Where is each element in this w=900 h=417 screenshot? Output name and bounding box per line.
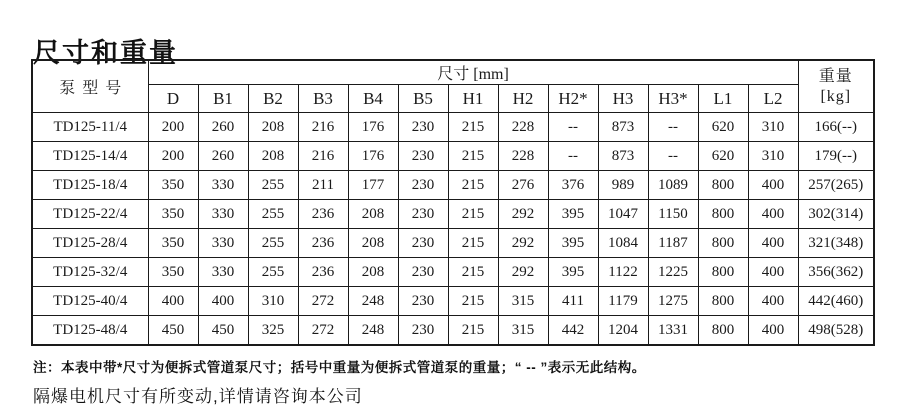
value-cell: 208 xyxy=(248,113,298,142)
weight-cell: 257(265) xyxy=(798,171,874,200)
value-cell: 620 xyxy=(698,113,748,142)
value-cell: 208 xyxy=(348,200,398,229)
value-cell: 216 xyxy=(298,142,348,171)
weight-cell: 179(--) xyxy=(798,142,874,171)
model-cell: TD125-14/4 xyxy=(32,142,148,171)
value-cell: 292 xyxy=(498,229,548,258)
value-cell: 215 xyxy=(448,258,498,287)
value-cell: 200 xyxy=(148,113,198,142)
value-cell: 330 xyxy=(198,258,248,287)
value-cell: 800 xyxy=(698,229,748,258)
value-cell: 620 xyxy=(698,142,748,171)
value-cell: 215 xyxy=(448,229,498,258)
column-header-B2: B2 xyxy=(248,85,298,113)
value-cell: 411 xyxy=(548,287,598,316)
weight-cell: 166(--) xyxy=(798,113,874,142)
value-cell: 292 xyxy=(498,258,548,287)
column-header-H2star: H2* xyxy=(548,85,598,113)
value-cell: 800 xyxy=(698,316,748,346)
model-cell: TD125-22/4 xyxy=(32,200,148,229)
weight-cell: 498(528) xyxy=(798,316,874,346)
value-cell: 310 xyxy=(748,142,798,171)
page-title: 尺寸和重量 xyxy=(33,38,178,69)
value-cell: 400 xyxy=(748,316,798,346)
value-cell: 1089 xyxy=(648,171,698,200)
value-cell: 248 xyxy=(348,316,398,346)
table-row xyxy=(32,142,874,171)
value-cell: 989 xyxy=(598,171,648,200)
note-line-1: 注：本表中带*尺寸为便拆式管道泵尺寸；括号中重量为便拆式管道泵的重量；“ -- ”表示无此结构。 xyxy=(33,360,646,375)
weight-cell: 302(314) xyxy=(798,200,874,229)
value-cell: 873 xyxy=(598,113,648,142)
table-row xyxy=(32,229,874,258)
value-cell: 255 xyxy=(248,258,298,287)
value-cell: 255 xyxy=(248,171,298,200)
value-cell: 230 xyxy=(398,316,448,346)
value-cell: 1122 xyxy=(598,258,648,287)
value-cell: 442 xyxy=(548,316,598,346)
value-cell: 230 xyxy=(398,287,448,316)
value-cell: 1084 xyxy=(598,229,648,258)
value-cell: 800 xyxy=(698,200,748,229)
value-cell: 1225 xyxy=(648,258,698,287)
value-cell: 450 xyxy=(198,316,248,346)
header-row-group xyxy=(32,60,874,85)
model-cell: TD125-40/4 xyxy=(32,287,148,316)
model-column-header: 泵型号 xyxy=(32,60,148,113)
column-header-H2: H2 xyxy=(498,85,548,113)
value-cell: -- xyxy=(548,142,598,171)
value-cell: 272 xyxy=(298,316,348,346)
dimensions-span-header: 尺寸 [mm] xyxy=(148,60,798,85)
value-cell: 236 xyxy=(298,229,348,258)
value-cell: 350 xyxy=(148,229,198,258)
value-cell: 208 xyxy=(348,229,398,258)
column-header-B1: B1 xyxy=(198,85,248,113)
model-cell: TD125-28/4 xyxy=(32,229,148,258)
value-cell: 208 xyxy=(348,258,398,287)
value-cell: 800 xyxy=(698,258,748,287)
value-cell: 395 xyxy=(548,258,598,287)
model-cell: TD125-11/4 xyxy=(32,113,148,142)
value-cell: 228 xyxy=(498,113,548,142)
value-cell: 1150 xyxy=(648,200,698,229)
value-cell: 330 xyxy=(198,229,248,258)
value-cell: 315 xyxy=(498,287,548,316)
value-cell: 260 xyxy=(198,113,248,142)
weight-cell: 356(362) xyxy=(798,258,874,287)
table-row xyxy=(32,200,874,229)
value-cell: 310 xyxy=(748,113,798,142)
value-cell: 236 xyxy=(298,200,348,229)
value-cell: 230 xyxy=(398,171,448,200)
value-cell: 215 xyxy=(448,200,498,229)
value-cell: 330 xyxy=(198,200,248,229)
table-row xyxy=(32,171,874,200)
value-cell: 400 xyxy=(148,287,198,316)
value-cell: 176 xyxy=(348,113,398,142)
value-cell: 208 xyxy=(248,142,298,171)
value-cell: 1204 xyxy=(598,316,648,346)
value-cell: 176 xyxy=(348,142,398,171)
value-cell: 276 xyxy=(498,171,548,200)
footnotes xyxy=(33,356,646,407)
value-cell: 325 xyxy=(248,316,298,346)
value-cell: 350 xyxy=(148,200,198,229)
value-cell: 400 xyxy=(748,171,798,200)
table-row xyxy=(32,316,874,346)
value-cell: 800 xyxy=(698,287,748,316)
value-cell: 230 xyxy=(398,113,448,142)
value-cell: -- xyxy=(548,113,598,142)
value-cell: 350 xyxy=(148,171,198,200)
header-row-columns xyxy=(32,85,874,113)
value-cell: -- xyxy=(648,113,698,142)
column-header-B4: B4 xyxy=(348,85,398,113)
value-cell: 230 xyxy=(398,258,448,287)
table-row xyxy=(32,287,874,316)
model-cell: TD125-32/4 xyxy=(32,258,148,287)
value-cell: 873 xyxy=(598,142,648,171)
value-cell: 216 xyxy=(298,113,348,142)
value-cell: 1187 xyxy=(648,229,698,258)
column-header-D: D xyxy=(148,85,198,113)
weight-cell: 442(460) xyxy=(798,287,874,316)
value-cell: 230 xyxy=(398,142,448,171)
value-cell: 230 xyxy=(398,229,448,258)
value-cell: 255 xyxy=(248,200,298,229)
column-header-B3: B3 xyxy=(298,85,348,113)
column-header-H1: H1 xyxy=(448,85,498,113)
value-cell: -- xyxy=(648,142,698,171)
value-cell: 400 xyxy=(748,229,798,258)
value-cell: 215 xyxy=(448,142,498,171)
value-cell: 315 xyxy=(498,316,548,346)
value-cell: 1331 xyxy=(648,316,698,346)
value-cell: 800 xyxy=(698,171,748,200)
value-cell: 177 xyxy=(348,171,398,200)
value-cell: 236 xyxy=(298,258,348,287)
dimensions-weight-table xyxy=(31,59,875,346)
value-cell: 272 xyxy=(298,287,348,316)
value-cell: 1275 xyxy=(648,287,698,316)
value-cell: 230 xyxy=(398,200,448,229)
value-cell: 376 xyxy=(548,171,598,200)
value-cell: 215 xyxy=(448,171,498,200)
value-cell: 200 xyxy=(148,142,198,171)
value-cell: 228 xyxy=(498,142,548,171)
value-cell: 400 xyxy=(748,200,798,229)
column-header-L2: L2 xyxy=(748,85,798,113)
column-header-H3star: H3* xyxy=(648,85,698,113)
value-cell: 330 xyxy=(198,171,248,200)
weight-column-header xyxy=(798,60,874,113)
value-cell: 310 xyxy=(248,287,298,316)
model-cell: TD125-48/4 xyxy=(32,316,148,346)
column-header-B5: B5 xyxy=(398,85,448,113)
value-cell: 1179 xyxy=(598,287,648,316)
model-cell: TD125-18/4 xyxy=(32,171,148,200)
value-cell: 400 xyxy=(748,287,798,316)
value-cell: 400 xyxy=(198,287,248,316)
note-line-2: 隔爆电机尺寸有所变动,详情请咨询本公司 xyxy=(33,387,363,406)
weight-cell: 321(348) xyxy=(798,229,874,258)
value-cell: 215 xyxy=(448,287,498,316)
value-cell: 1047 xyxy=(598,200,648,229)
column-header-L1: L1 xyxy=(698,85,748,113)
table-row xyxy=(32,113,874,142)
value-cell: 350 xyxy=(148,258,198,287)
value-cell: 292 xyxy=(498,200,548,229)
value-cell: 211 xyxy=(298,171,348,200)
weight-header-line1: 重量 xyxy=(818,68,853,86)
value-cell: 260 xyxy=(198,142,248,171)
weight-header-line2: [kg] xyxy=(820,87,852,105)
value-cell: 255 xyxy=(248,229,298,258)
value-cell: 215 xyxy=(448,113,498,142)
value-cell: 215 xyxy=(448,316,498,346)
value-cell: 400 xyxy=(748,258,798,287)
table-row xyxy=(32,258,874,287)
value-cell: 248 xyxy=(348,287,398,316)
column-header-H3: H3 xyxy=(598,85,648,113)
value-cell: 450 xyxy=(148,316,198,346)
value-cell: 395 xyxy=(548,200,598,229)
value-cell: 395 xyxy=(548,229,598,258)
